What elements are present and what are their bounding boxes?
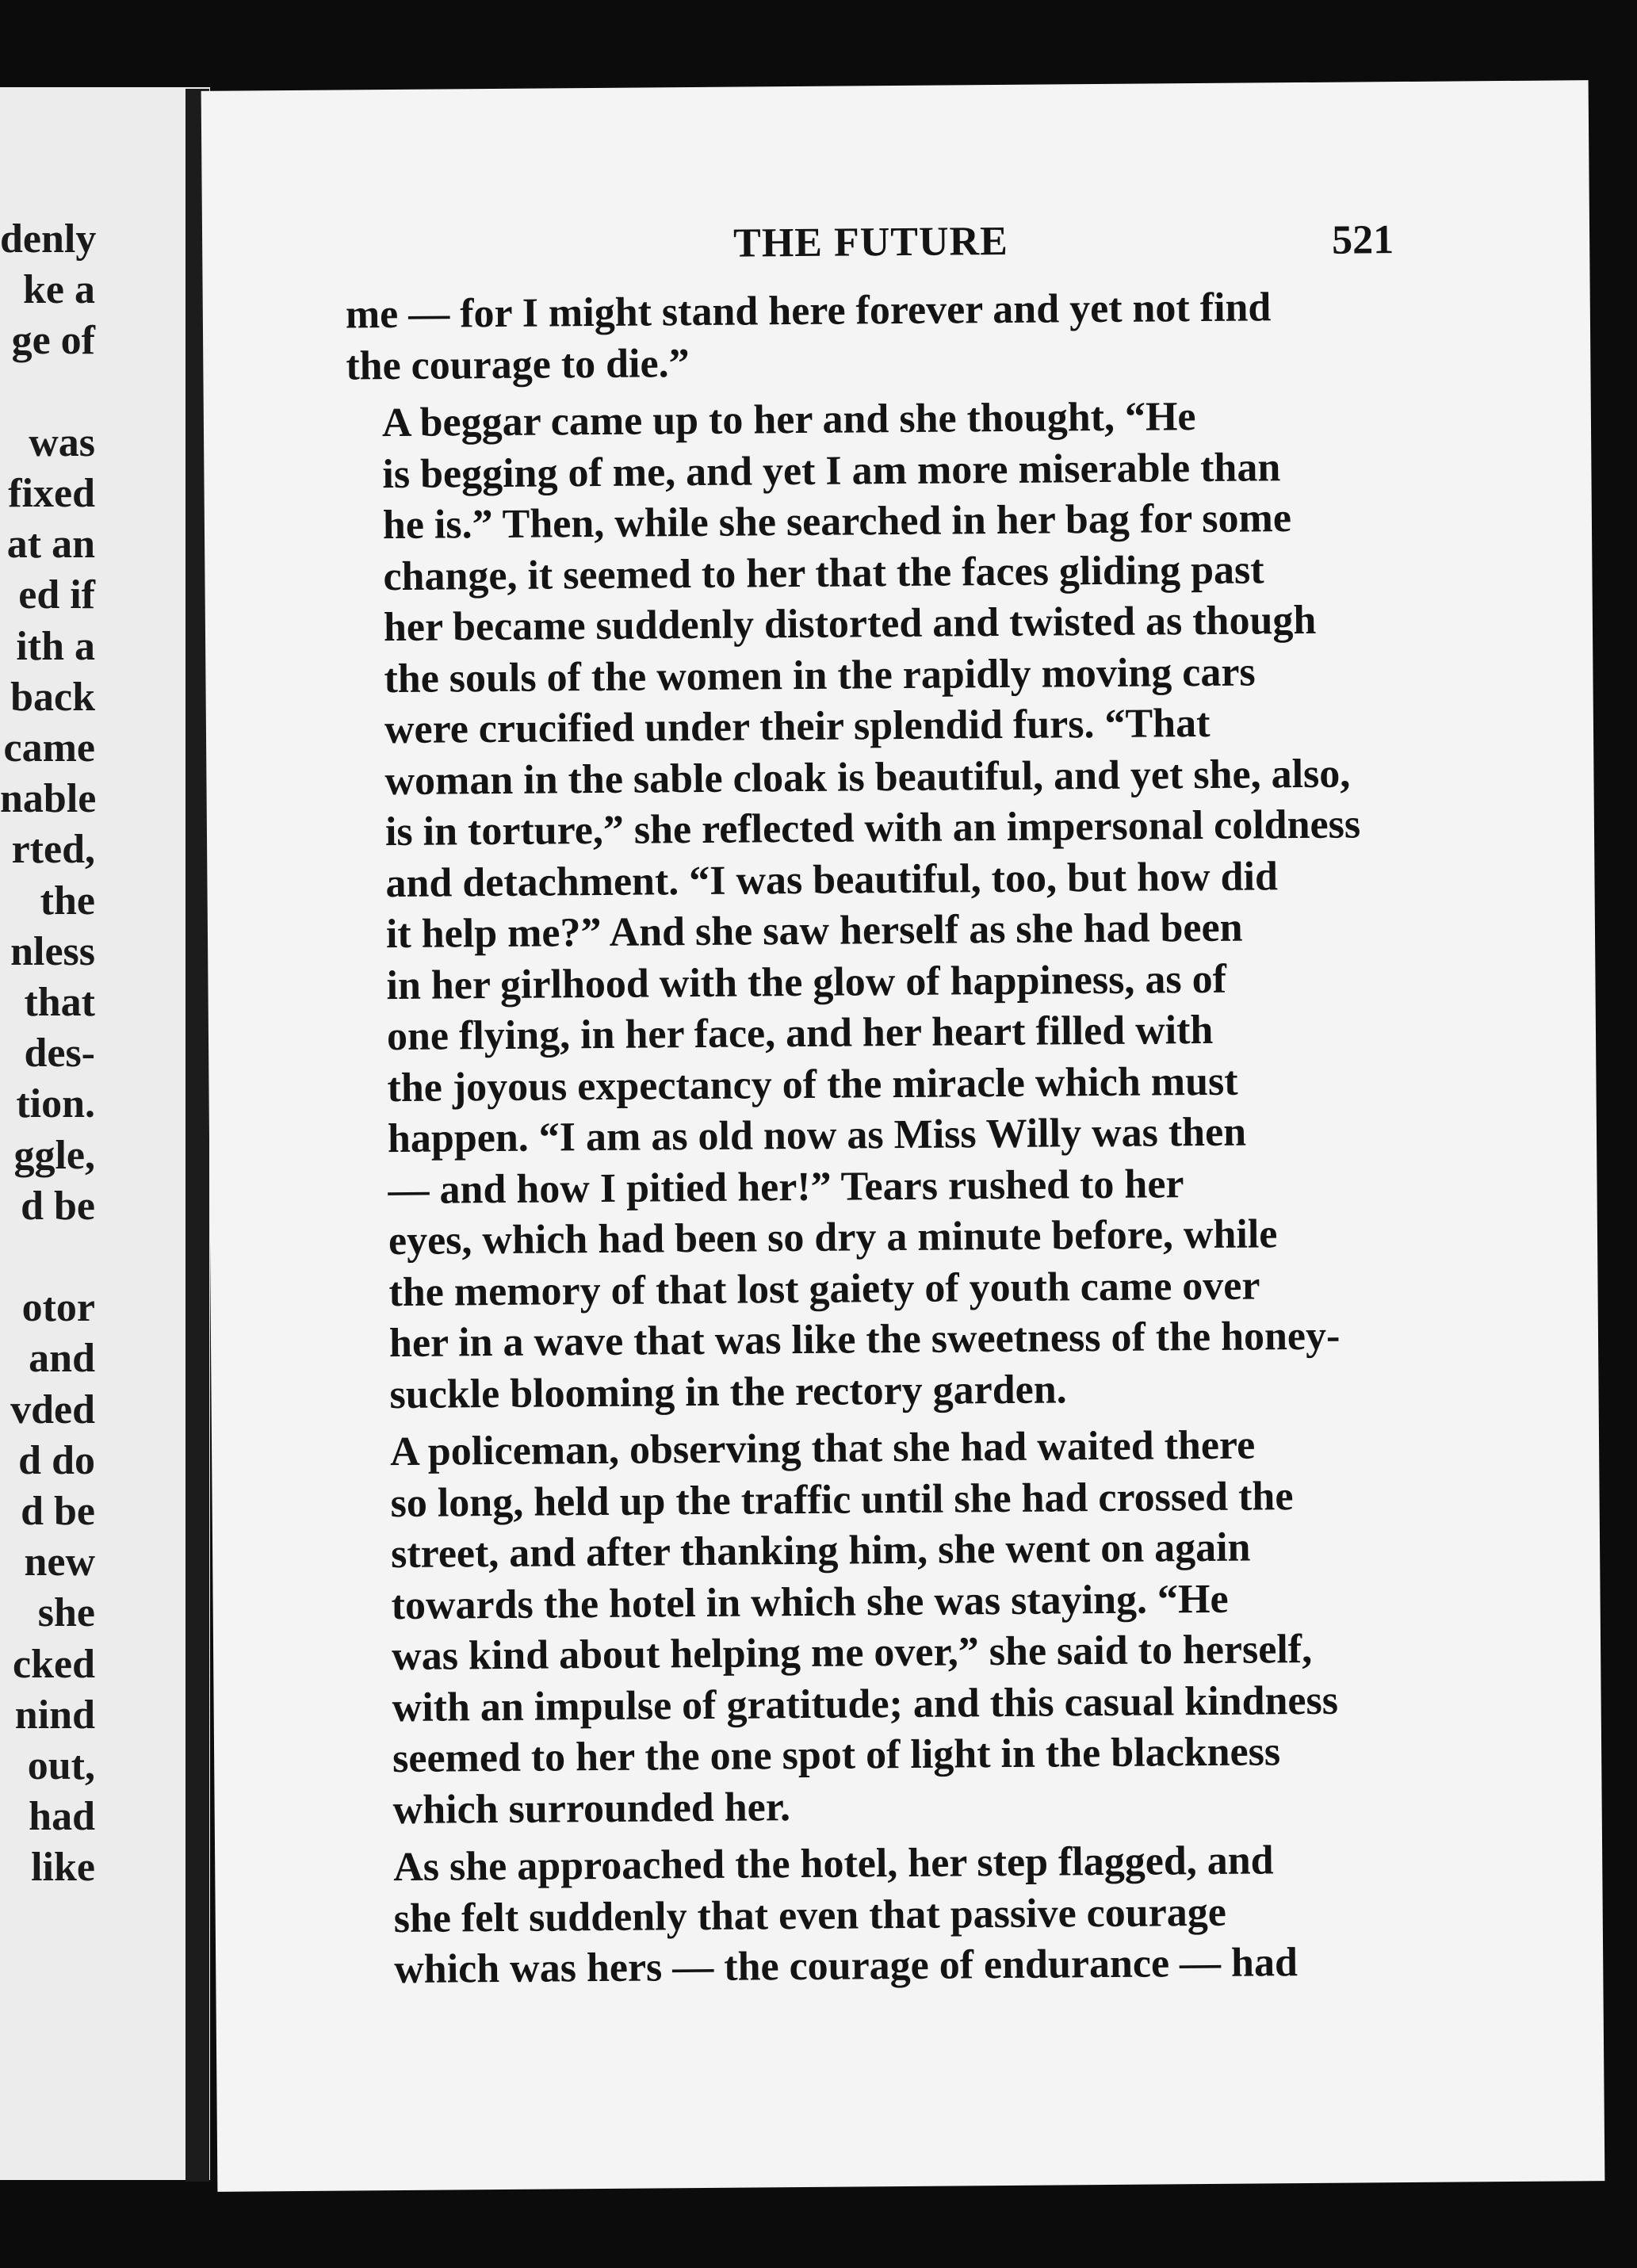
previous-page-line-fragment: nable xyxy=(0,776,97,822)
paragraph xyxy=(354,1419,1412,1836)
text-line: so long, held up the traffic until she had crossed the xyxy=(390,1473,1294,1526)
previous-page-edge xyxy=(0,87,210,2180)
previous-page-line-fragment: ith a xyxy=(16,623,95,669)
previous-page-line-fragment: ge of xyxy=(11,318,95,364)
text-line: which was hers — the courage of endurance — had xyxy=(394,1940,1299,1993)
text-line: her in a wave that was like the sweetness of the honey- xyxy=(388,1313,1341,1367)
page-number: 521 xyxy=(1331,217,1394,263)
previous-page-line-fragment: ke a xyxy=(23,267,95,313)
text-line: eyes, which had been so dry a minute before, while xyxy=(388,1211,1278,1264)
previous-page-line-fragment: that xyxy=(24,980,95,1025)
text-line: towards the hotel in which she was staying. “He xyxy=(391,1576,1229,1628)
previous-page-line-fragment: vded xyxy=(10,1386,95,1432)
previous-page-line-fragment: d do xyxy=(18,1437,95,1483)
text-line: in her girlhood with the glow of happiness, as of xyxy=(386,956,1227,1008)
text-line: and detachment. “I was beautiful, too, but how did xyxy=(385,853,1279,906)
text-line: the memory of that lost gaiety of youth came over xyxy=(388,1262,1260,1315)
page-header-title: THE FUTURE xyxy=(732,218,1008,266)
previous-page-line-fragment: at an xyxy=(6,522,95,568)
previous-page-line-fragment: rted, xyxy=(11,827,95,873)
text-line: A policeman, observing that she had waited there xyxy=(389,1422,1256,1475)
previous-page-line-fragment: out, xyxy=(27,1743,95,1788)
text-line: is begging of me, and yet I am more miserable than xyxy=(382,444,1281,497)
previous-page-line-fragment: d be xyxy=(21,1489,95,1534)
paragraph xyxy=(358,1834,1413,1996)
text-line: is in torture,” she reflected with an impersonal coldness xyxy=(384,801,1361,855)
previous-page-line-fragment: denly xyxy=(0,216,97,262)
previous-page-line-fragment: nind xyxy=(14,1692,95,1738)
text-line: woman in the sable cloak is beautiful, and yet she, also, xyxy=(384,751,1351,804)
previous-page-line-fragment: like xyxy=(31,1845,95,1891)
previous-page-line-fragment: new xyxy=(24,1539,95,1585)
text-line: she felt suddenly that even that passive courage xyxy=(393,1889,1227,1941)
text-line: suckle blooming in the rectory garden. xyxy=(389,1366,1067,1417)
previous-page-line-fragment: ggle, xyxy=(13,1132,95,1178)
previous-page-line-fragment: had xyxy=(29,1794,95,1840)
text-line: were crucified under their splendid furs. “That xyxy=(384,700,1211,753)
previous-page-line-fragment: des- xyxy=(24,1031,95,1077)
previous-page-line-fragment: nless xyxy=(10,928,95,974)
text-line: As she approached the hotel, her step flagged, and xyxy=(393,1838,1274,1891)
running-head xyxy=(202,213,1589,280)
previous-page-line-fragment: d be xyxy=(21,1183,95,1229)
previous-page-line-fragment: and xyxy=(29,1336,95,1382)
previous-page-line-fragment: otor xyxy=(21,1285,95,1331)
text-line: which surrounded her. xyxy=(392,1784,791,1833)
previous-page-line-fragment: back xyxy=(10,674,95,720)
previous-page-line-fragment: the xyxy=(40,878,95,924)
text-line: seemed to her the one spot of light in the blackness xyxy=(392,1729,1281,1782)
previous-page-line-fragment: she xyxy=(37,1590,95,1636)
previous-page-line-fragment: came xyxy=(3,725,95,771)
text-line: A beggar came up to her and she thought, “He xyxy=(381,394,1196,446)
text-line: me — for I might stand here forever and yet not find xyxy=(345,285,1272,338)
text-line: her became suddenly distorted and twisted as though xyxy=(383,597,1317,651)
text-line: the souls of the women in the rapidly moving cars xyxy=(384,648,1256,702)
text-line: it help me?” And she saw herself as she had been xyxy=(385,905,1243,958)
previous-page-line-fragment: fixed xyxy=(8,471,95,516)
text-line: — and how I pitied her!” Tears rushed to her xyxy=(388,1161,1184,1213)
text-line: the courage to die.” xyxy=(346,340,690,388)
text-line: street, and after thanking him, she went on again xyxy=(390,1524,1251,1578)
text-line: change, it seemed to her that the faces gliding past xyxy=(383,546,1264,599)
text-line: he is.” Then, while she searched in her bag for some xyxy=(382,495,1292,549)
text-line: was kind about helping me over,” she said to herself, xyxy=(391,1626,1313,1680)
text-line: happen. “I am as old now as Miss Willy was then xyxy=(387,1109,1247,1162)
text-line: one flying, in her face, and her heart filled with xyxy=(386,1007,1214,1060)
previous-page-line-fragment: was xyxy=(29,419,95,465)
text-line: the joyous expectancy of the miracle which must xyxy=(387,1058,1238,1111)
book-page xyxy=(201,80,1605,2192)
paragraph xyxy=(346,281,1401,392)
body-text xyxy=(346,281,1413,1996)
text-line: with an impulse of gratitude; and this casual kindness xyxy=(392,1677,1339,1731)
previous-page-line-fragment: ed if xyxy=(18,572,95,618)
paragraph xyxy=(346,390,1409,1421)
previous-page-line-fragment: tion. xyxy=(16,1081,95,1127)
previous-page-line-fragment: cked xyxy=(13,1641,95,1687)
